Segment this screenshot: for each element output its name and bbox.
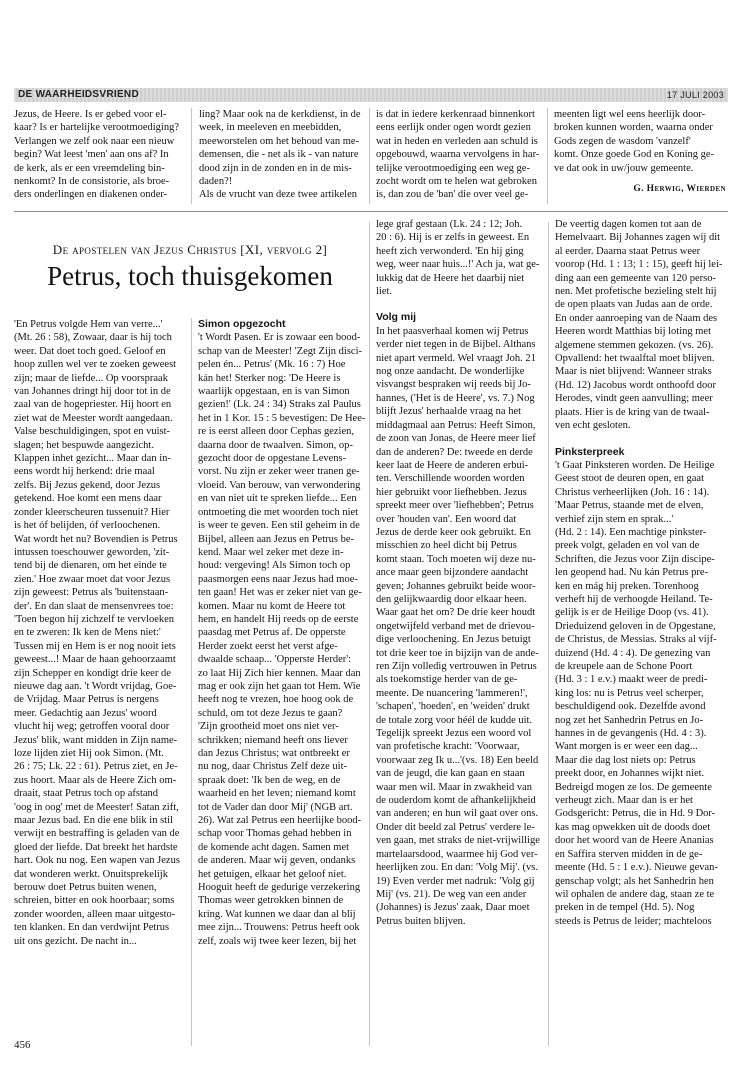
article-column-4 — [555, 218, 726, 928]
top-column-1: Jezus, de Heere. Is er gebed voor el- kaar? Is er hartelijke verootmoediging? Verlangen we zelf ook naar een nieuw begin? Wat leest 'men' aan ons af? In de kerk, als er een vreemdeling bin- nenkomt? In de consistorie, als broe- ders onderlingen en diakenen onder- — [14, 109, 180, 201]
column-4-body: 't Gaat Pinksteren worden. De Heilige Geest stoot de deuren open, en gaat Christus verheerlijken (Joh. 16 : 14). 'Maar Petrus, staande met de elven, verhief zijn stem en sprak...' (Hd. 2 : 14). Een machtige pinkster- preek volgt, geladen en vol van de Schriften, die Jezus voor Zijn discipe- len geopend had. Nu kán Petrus pre- ken en mág hij preken. Torenhoog verheft hij de verhoogde Heiland. Te- gelijk is er de Heilige Doop (vs. 41). Drieduizend geloven in de Opgestane, de Christus, de Messias. Straks al vijf- duizend (Hd. 4 : 4). De genezing van de kreupele aan de Schone Poort (Hd. 3 : 1 e.v.) maakt weer de predi- king los: nu is Petrus veel scherper, beschuldigend ook. Dezelfde avond nog zet het Sanhedrin Petrus en Jo- hannes in de gevangenis (Hd. 4 : 3). Want morgen is er weer een dag... Maar die dag lost niets op: Petrus preekt door, en Johannes wijkt niet. Bedreigd mogen ze los. De gemeente verheugt zich. Maar dan is er het Godsgericht: Petrus, die in Hd. 9 Dor- kas mag opwekken uit de doods doet door het woord van de Heere Ananias en Saffira sterven midden in de ge- meente (Hd. 5 : 1 e.v.). Nieuwe gevan- genschap volgt; als het Sanhedrin hen wil ophalen de andere dag, staan ze te preken in de tempel (Hd. 5). Nog steeds is Petrus de leider; machteloos — [555, 459, 718, 927]
column-divider — [191, 108, 192, 204]
article-column-2 — [198, 318, 369, 948]
issue-date: 17 JULI 2003 — [666, 90, 724, 100]
section-heading-simon-opgezocht: Simon opgezocht — [198, 318, 286, 330]
column-divider — [547, 108, 548, 204]
article-column-1: 'En Petrus volgde Hem van verre...' (Mt. 26 : 58), Zowaar, daar is hij toch weer. Dat doet toch goed. Geloof en hoop zullen wel ver te zoeken geweest zijn; maar de liefde... Op voorspraak van Johannes dringt hij door tot in de zaal van de hogepriester. Hij hoort en ziet wat de Meester wordt aangedaan. Valse beschuldigingen, spot en vuist- slagen; het bespuwde aangezicht. Klappen inhet gezicht... Maar dan in- eens wordt hij herkend: drie maal zelfs. Bij Jezus gekend, door Jezus getekend. Hoe komt een mens daar zonder kleerscheuren tussenuit? Hier is het óf belijden, óf verloochenen. Wat wordt het nu? Bovendien is Petrus intussen toeschouwer geworden, 'zit- tend bij de dienaren, om het einde te zien.' Hoe zwaar moet dat voor Jezus zijn geweest: Petrus als 'buitenstaan- der'. En dan slaat de mensenvrees toe: 'Toen begon hij zichzelf te vervloeken en te zweren: Ik ken de Mens niet:' Tussen mij en Hem is er nog nooit iets geweest...! Maar de haan gehoorzaamt zijn Schepper en kondigt drie keer de nieuwe dag aan. 't Wordt vrijdag, Goe- de Vrijdag. Maar Petrus is nergens meer. Gedachtig aan Jezus' woord vlucht hij weg; getroffen vooral door Jezus' blik, want midden in Zijn name- loze lijden ziet Hij ook Simon. (Mt. 26 : 75; Lk. 22 : 61). Petrus ziet, en Je- zus hoort. Maar als de Heere Zich om- draait, staat Petrus toch op afstand 'oog in oog' met de Meester! Satan zift, maar Jezus bad. En die ene blik in stil verwijt en bestraffing is geladen van de gloed der liefde. Dat breekt het hardste hart. Ook nu nog. Een wapen van Jezus dat wonderen werkt. Onuitsprekelijk berouw doet Petrus buiten wenen, schreien, bitter en ook hoorbaar; soms zonder woorden, alleen maar uitgesto- ten klanken. En dan verdwijnt Petrus uit ons gezicht. De nacht in... — [14, 319, 180, 947]
column-3-intro: lege graf gestaan (Lk. 24 : 12; Joh. 20 : 6). Hij is er zelfs in geweest. En heeft zich verwonderd. 'En hij ging weg, weer naar huis...!' Ach ja, wat ge- lukkig dat de Heere het daarbij niet liet. — [376, 219, 540, 298]
section-heading-pinksterpreek: Pinksterpreek — [555, 445, 625, 458]
section-divider — [14, 211, 728, 212]
magazine-name: DE WAARHEIDSVRIEND — [18, 89, 139, 100]
top-column-2: ling? Maar ook na de kerkdienst, in de week, in meeleven en meebidden, meeworstelen om het behoud van me- demensen, die - net als ik - van nature dood zijn in de zonden en in de mis- daden?! Als de vrucht van deze twee artikelen — [199, 109, 361, 201]
column-3-body: In het paasverhaal komen wij Petrus verder niet tegen in de Bijbel. Althans niet apart vermeld. Wel vraagt Joh. 21 nog onze aandacht. De wonderlijke visvangst bespraken wij reeds bij Jo- hannes, ('Het is de Heere', vs. 7.) Nog blijft Jezus' herhaalde vraag na het middagmaal aan Petrus: Heeft Simon, de zoon van Jonas, de Heere meer lief dan de anderen? De: tweede en derde keer laat de Heere de anderen erbui- ten. Verschillende woorden worden hier gebruikt voor liefhebben. Jezus spreekt meer over 'liefhebben'; Petrus over 'houden van'. Een woord dat Jezus de derde keer ook gebruikt. En misschien zo heel dicht bij Petrus komt staan. Toch moeten wij deze nu- ance maar geen bijzondere aandacht geven; Johannes gebruikt beide woor- den gelijkwaardig door elkaar heen. Waar gaat het om? De drie keer houdt ongetwijfeld verband met de drievou- dige verloochening. En Jezus betuigt tot drie keer toe in bijzijn van de ande- ren Zijn volledig vertrouwen in Petrus als toekomstige herder van de ge- meente. De nuancering 'lammeren!', 'schapen', 'hoeden', en 'weiden' drukt de totale zorg voor héél de kudde uit. Tegelijk spreekt Jezus een woord vol van profetische kracht: 'Voorwaar, voorwaar zeg Ik u...'(vs. 18) Een beeld van de jeugd, die kan gaan en staan waar men wil. Maar in zwakheid van de ouderdom komt de afhankelijkheid van anderen; en hun wil gaat over ons. Onder dit beeld zal Petrus' verdere le- ven gaan, met straks de niet-vrijwillige martelaarsdood, waarmee hij God ver- heerlijken zou. En dan: 'Volg Mij'. (vs. 19) Even verder met nadruk: 'Volg gij Mij' (vs. 21). De weg van een ander (Johannes) is Jezus' zaak, Daar moet Petrus buiten blijven. — [376, 325, 540, 927]
column-divider — [548, 222, 549, 1046]
page-number: 456 — [14, 1039, 31, 1051]
author-signature: G. Herwig, Wierden — [633, 184, 726, 194]
column-divider — [369, 108, 370, 204]
column-divider — [191, 318, 192, 1046]
article-title: Petrus, toch thuisgekomen — [47, 261, 333, 291]
article-column-3 — [376, 218, 547, 928]
series-label: De apostelen van Jezus Christus [XI, vervolg 2] — [52, 242, 328, 257]
top-column-4: meenten ligt wel eens heerlijk door- broken kunnen worden, waarna onder Gods zegen de wasdom 'vanzelf' komt. Onze goede God en Koning ge- ve dat ook in uw/jouw gemeente. — [554, 109, 715, 174]
top-column-3: is dat in iedere kerkenraad binnenkort eens eerlijk onder ogen wordt gezien wat in heden en verleden aan schuld is opgebouwd, waarna vervolgens in har- telijke verootmoediging een weg ge- zocht wordt om te helen wat gebroken is, dan zou de 'ban' die over veel ge- — [376, 109, 540, 201]
column-divider — [369, 222, 370, 1046]
magazine-header-bar — [14, 88, 728, 102]
column-4-intro: De veertig dagen komen tot aan de Hemelvaart. Bij Johannes zagen wij dit al eerder. Daarna staat Petrus weer voorop (Hd. 1 : 13; 1 : 15), geeft hij lei- ding aan een gemeente van 120 perso- nen. Met profetische bezieling stelt hij de open plaats van Judas aan de orde. En onder aanroeping van de Naam des Heeren wordt Matthias bij loting met algemene stemmen gekozen. (vs. 26). Opvallend: het twaalftal moet blijven. Maar is niet blijvend: Wanneer straks (Hd. 12) Jacobus wordt onthoofd door Herodes, vindt geen aanvulling; meer plaats. Hier is de kring van de twaal- ven echt gesloten. — [555, 219, 723, 432]
column-2-body: 't Wordt Pasen. Er is zowaar een bood- schap van de Meester! 'Zegt Zijn disci- pelen én... Petrus' (Mk. 16 : 7) Hoe kán het! Sterker nog: 'De Heere is waarlijk opgestaan, en is van Simon gezien!' (Lk. 24 : 34) Straks zal Paulus het in 1 Kor. 15 : 5 bevestigen: De Hee- re is eerst alleen door Cephas gezien, daarna door de twaalven. Simon, op- gezocht door de opgestane Levens- vorst. Nu zijn er zeker weer tranen ge- vloeid. Van berouw, van verwondering en van niet uit te spreken liefde... Een ontmoeting die met woorden toch niet is weer te geven. Een stil geheim in de Bijbel, alleen aan Jezus en Petrus be- kend. Maar wel zeker met deze in- houd: vergeving! Als Simon toch op paasmorgen eens naar Jezus had moe- ten gaan! Het was er zeker niet van ge- komen. Maar nu komt de Heere tot hem, en handelt Hij reeds op de eerste paasdag met Petrus af. De opperste Herder zoekt eerst het verst afge- dwaalde schaap... 'Opperste Herder': zo laat Hij Zich hier kennen. Maar dan mag er ook zijn het gaan tot Hem. Wie heeft nog te vrezen, hoe hoog ook de schuld, om tot deze Jezus te gaan? 'Zijn grootheid moet ons niet ver- schrikken; niemand heeft ons liever dan Jezus Christus; wat ontbreekt er nu nog, daar Christus Zelf deze uit- spraak doet: 'Ik ben de weg, en de waarheid en het leven; niemand komt tot de Vader dan door Mij' (NGB art. 26). Wat zal Petrus een heerlijke bood- schap voor Thomas gehad hebben in de komende acht dagen. Samen met de anderen. Maar wij geven, ondanks het getuigen, elkaar het geloof niet. Hooguit heeft de gedurige verzekering Thomas weer getrokken binnen de kring. Wat kunnen we daar dan al blij mee zijn... Trouwens: Petrus heeft ook zelf, zoals wij twee keer lezen, bij het — [198, 332, 366, 947]
section-heading-volg-mij: Volg mij — [376, 311, 417, 324]
